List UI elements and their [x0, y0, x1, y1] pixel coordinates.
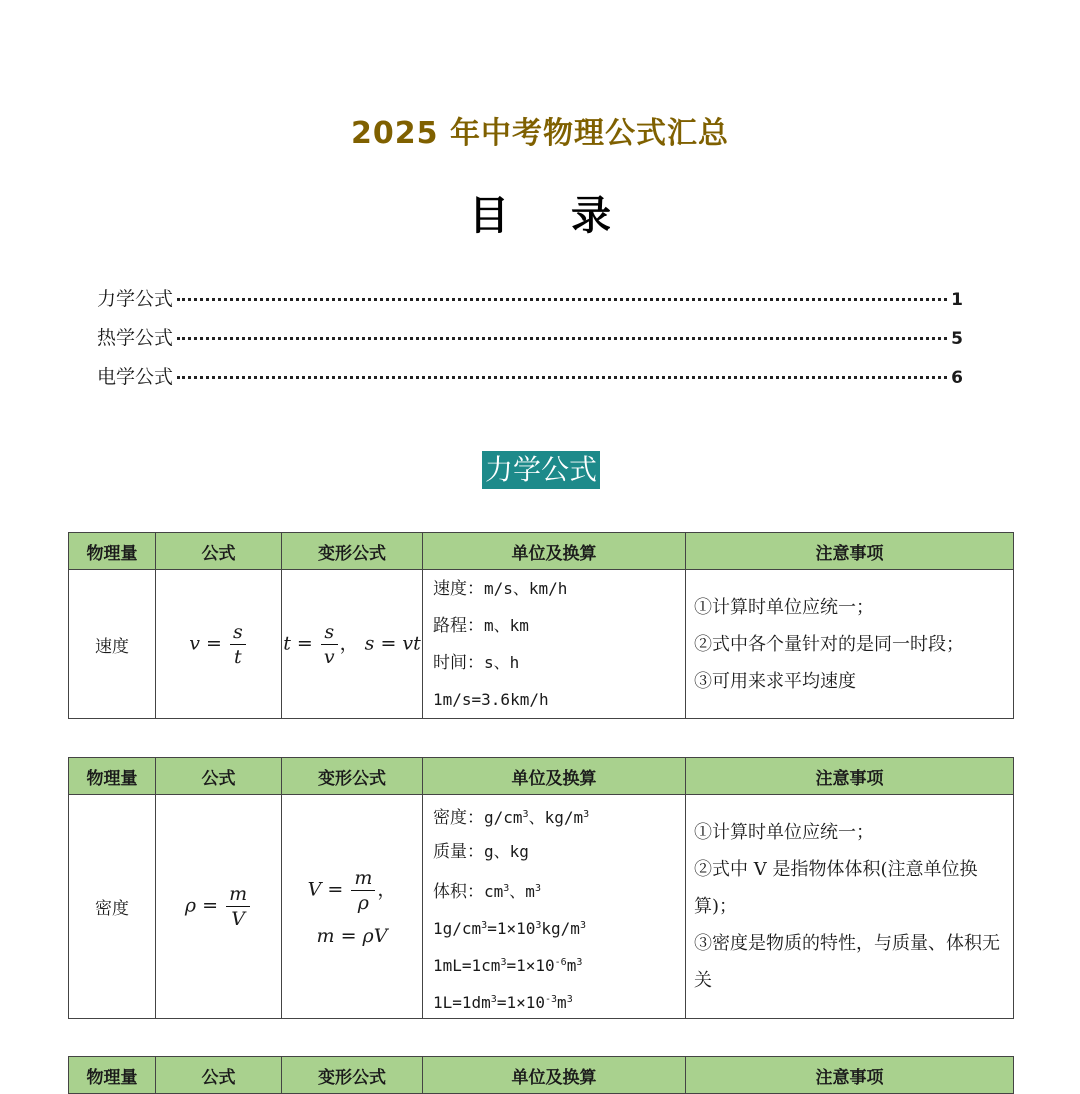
formula-cell: ρ = $\frac{m}{V}$ — [156, 795, 282, 1019]
table-header-row — [69, 533, 1014, 570]
formula-table-density — [68, 757, 1014, 1019]
note-line: ①计算时单位应统一； — [694, 822, 874, 843]
unit-line: 密度：$g/cm^3$、$kg/m^3$ — [433, 807, 590, 828]
table-row — [69, 795, 1014, 1019]
note-line: ①计算时单位应统一； — [694, 596, 874, 618]
fraction — [226, 882, 250, 931]
fraction-denominator: t — [234, 645, 242, 668]
quantity-name: 速度 — [69, 570, 156, 719]
fraction-denominator: ρ — [357, 892, 369, 914]
note-line: ②式中 V 是指物体体积(注意单位换算)； — [694, 859, 978, 917]
quantity-name: 密度 — [69, 795, 156, 1019]
header-units: 单位及换算 — [423, 533, 686, 570]
toc-item-label: 力学公式 — [97, 288, 174, 310]
transform-first: V = $\frac{m}{\rho}$ ， — [307, 867, 397, 914]
transform-second: m = ρV — [316, 925, 388, 947]
formula-table-next — [68, 1056, 1014, 1094]
formula-lhs: ρ — [184, 894, 197, 917]
table-row — [69, 570, 1014, 719]
fraction — [230, 620, 246, 669]
toc-leader — [177, 298, 947, 301]
toc-item-mechanics[interactable] — [97, 284, 963, 323]
document-title: 2025 年中考物理公式汇总 — [351, 116, 729, 151]
fraction — [321, 620, 338, 669]
header-units: 单位及换算 — [423, 1057, 686, 1094]
note-line: ②式中各个量针对的是同一时段； — [694, 633, 964, 655]
note-line: ③密度是物质的特性，与质量、体积无关 — [694, 933, 1000, 991]
header-quantity: 物理量 — [69, 758, 156, 795]
header-transform: 变形公式 — [282, 1057, 423, 1094]
toc-leader — [177, 376, 947, 379]
toc-item-label: 电学公式 — [97, 366, 174, 388]
unit-line: $1g/cm^3=1\times 10^3kg/m^3$ — [433, 918, 586, 938]
header-notes: 注意事项 — [686, 533, 1014, 570]
notes-cell — [686, 570, 1014, 719]
unit-line: $1L=1dm^3=1\times 10^{-3}m^3$ — [433, 992, 573, 1012]
toc-item-thermal[interactable] — [97, 323, 963, 362]
transform-cell: t = $\frac{s}{v}$ ， s = vt — [282, 570, 423, 719]
transform-second: s = vt — [364, 632, 421, 654]
table-header-row — [69, 758, 1014, 795]
toc-leader — [177, 337, 947, 340]
fraction-numerator: m — [226, 882, 250, 907]
fraction-denominator: V — [231, 908, 245, 930]
header-units: 单位及换算 — [423, 758, 686, 795]
header-transform: 变形公式 — [282, 758, 423, 795]
header-formula: 公式 — [156, 1057, 282, 1094]
header-formula: 公式 — [156, 758, 282, 795]
unit-line: 路程：m、km — [433, 616, 529, 636]
header-quantity: 物理量 — [69, 1057, 156, 1094]
formula-lhs: v — [189, 632, 200, 654]
transform-cell — [282, 795, 423, 1019]
unit-line: 体积：$cm^3$、$m^3$ — [433, 881, 541, 902]
toc-item-label: 热学公式 — [97, 327, 174, 349]
fraction-numerator: s — [230, 620, 246, 645]
toc-item-electric[interactable] — [97, 362, 963, 401]
fraction-numerator: s — [321, 620, 338, 645]
table-header-row — [69, 1057, 1014, 1094]
notes-cell — [686, 795, 1014, 1019]
unit-line: 1m/s=3.6km/h — [433, 690, 549, 709]
header-notes: 注意事项 — [686, 1057, 1014, 1094]
toc-item-page: 5 — [951, 329, 963, 349]
separator: ， — [339, 632, 359, 654]
note-line: ③可用来求平均速度 — [694, 670, 856, 692]
fraction — [351, 866, 375, 915]
unit-line: 质量：g、kg — [433, 841, 529, 862]
header-formula: 公式 — [156, 533, 282, 570]
header-notes: 注意事项 — [686, 758, 1014, 795]
header-transform: 变形公式 — [282, 533, 423, 570]
transform-lhs: t — [283, 632, 291, 654]
fraction-denominator: v — [323, 645, 335, 668]
formula-cell: v = $\frac{s}{t}$ — [156, 570, 282, 719]
fraction-numerator: m — [351, 866, 375, 891]
toc-heading: 目 录 — [469, 193, 611, 239]
formula-table-speed — [68, 532, 1014, 719]
section-title: 力学公式 — [482, 451, 600, 489]
unit-line: $1mL=1cm^3=1\times 10^{-6}m^3$ — [433, 955, 583, 975]
toc-item-page: 1 — [951, 290, 963, 310]
toc-item-page: 6 — [951, 368, 963, 388]
units-cell — [423, 570, 686, 719]
units-cell — [423, 795, 686, 1019]
unit-line: 速度：m/s、km/h — [433, 579, 568, 599]
header-quantity: 物理量 — [69, 533, 156, 570]
unit-line: 时间：s、h — [433, 653, 520, 673]
table-of-contents — [97, 284, 963, 401]
